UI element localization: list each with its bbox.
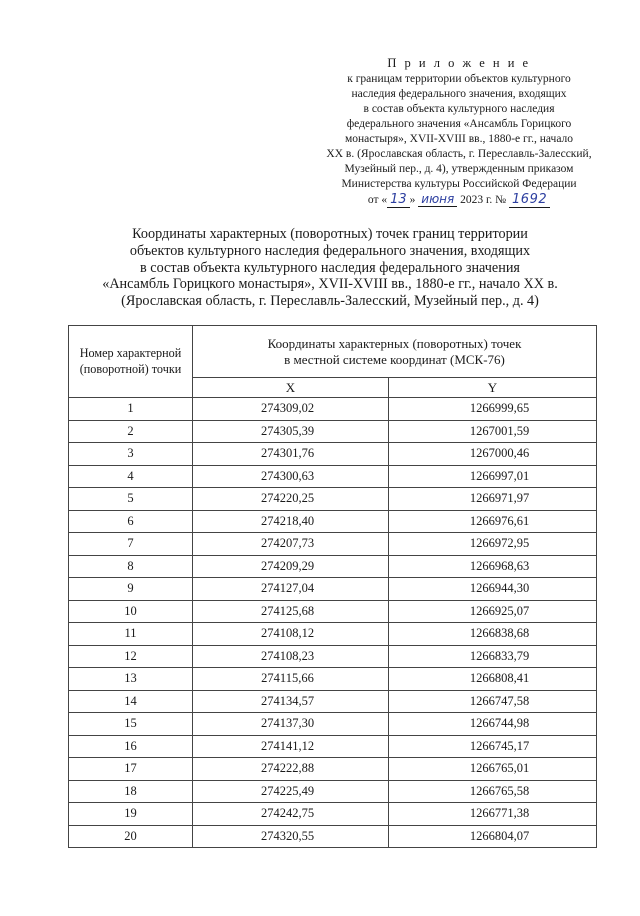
- appendix-line: Министерства культуры Российской Федерации: [341, 178, 577, 190]
- table-row: [69, 645, 597, 668]
- appendix-line: в состав объекта культурного наследия: [363, 103, 555, 115]
- x-coordinate-cell: 274209,29: [193, 555, 389, 578]
- appendix-line: Музейный пер., д. 4), утвержденным приказом: [344, 163, 574, 175]
- point-number-cell: 13: [69, 668, 193, 691]
- point-number-cell: 9: [69, 578, 193, 601]
- header-coordinates-line2: в местной системе координат (МСК-76): [284, 351, 505, 367]
- x-coordinate-cell: 274108,12: [193, 623, 389, 646]
- x-coordinate-cell: 274300,63: [193, 465, 389, 488]
- order-prefix: от «: [367, 194, 388, 206]
- point-number-cell: 10: [69, 600, 193, 623]
- y-coordinate-cell: 1266972,95: [389, 533, 597, 556]
- y-coordinate-cell: 1266771,38: [389, 803, 597, 826]
- point-number-cell: 6: [69, 510, 193, 533]
- y-coordinate-cell: 1266804,07: [389, 825, 597, 848]
- table-row: [69, 623, 597, 646]
- y-coordinate-cell: 1266968,63: [389, 555, 597, 578]
- y-coordinate-cell: 1266747,58: [389, 690, 597, 713]
- table-row: [69, 510, 597, 533]
- point-number-cell: 1: [69, 398, 193, 421]
- x-coordinate-cell: 274301,76: [193, 443, 389, 466]
- point-number-cell: 14: [69, 690, 193, 713]
- table-row: [69, 578, 597, 601]
- order-number-handwritten: 1692: [509, 192, 550, 208]
- title-line: объектов культурного наследия федерального значения, входящих: [129, 242, 531, 259]
- table-row: [69, 690, 597, 713]
- appendix-block: [300, 56, 618, 208]
- table-row: [69, 758, 597, 781]
- x-coordinate-cell: 274127,04: [193, 578, 389, 601]
- appendix-line: к границам территории объектов культурного: [347, 73, 571, 85]
- y-coordinate-cell: 1266997,01: [389, 465, 597, 488]
- point-number-cell: 17: [69, 758, 193, 781]
- x-coordinate-cell: 274137,30: [193, 713, 389, 736]
- x-coordinate-cell: 274225,49: [193, 780, 389, 803]
- x-coordinate-cell: 274220,25: [193, 488, 389, 511]
- title-line: «Ансамбль Горицкого монастыря», XVII-XVIII вв., 1880-е гг., начало XX в.: [102, 276, 558, 293]
- y-coordinate-cell: 1266808,41: [389, 668, 597, 691]
- x-coordinate-cell: 274141,12: [193, 735, 389, 758]
- point-number-cell: 3: [69, 443, 193, 466]
- point-number-cell: 12: [69, 645, 193, 668]
- y-coordinate-cell: 1266971,97: [389, 488, 597, 511]
- y-coordinate-cell: 1266744,98: [389, 713, 597, 736]
- point-number-cell: 16: [69, 735, 193, 758]
- order-date-line: [300, 192, 618, 208]
- header-x: X: [193, 378, 389, 398]
- header-y: Y: [389, 378, 597, 398]
- x-coordinate-cell: 274242,75: [193, 803, 389, 826]
- appendix-line: монастыря», XVII-XVIII вв., 1880-е гг., начало: [344, 133, 574, 145]
- point-number-cell: 18: [69, 780, 193, 803]
- appendix-line: федерального значения «Ансамбль Горицкого: [346, 118, 572, 130]
- appendix-line: XX в. (Ярославская область, г. Переславль-Залесский,: [326, 148, 592, 160]
- y-coordinate-cell: 1266999,65: [389, 398, 597, 421]
- table-row: [69, 803, 597, 826]
- header-coordinates: [193, 326, 597, 378]
- y-coordinate-cell: 1266765,58: [389, 780, 597, 803]
- point-number-cell: 19: [69, 803, 193, 826]
- point-number-cell: 2: [69, 420, 193, 443]
- y-coordinate-cell: 1266833,79: [389, 645, 597, 668]
- x-coordinate-cell: 274320,55: [193, 825, 389, 848]
- order-year: 2023 г. №: [457, 194, 510, 206]
- order-mid: »: [409, 194, 419, 206]
- title-line: (Ярославская область, г. Переславль-Залесский, Музейный пер., д. 4): [121, 293, 539, 310]
- title-line: в состав объекта культурного наследия федерального значения: [140, 259, 520, 276]
- table-row: [69, 420, 597, 443]
- table-row: [69, 780, 597, 803]
- x-coordinate-cell: 274222,88: [193, 758, 389, 781]
- point-number-cell: 20: [69, 825, 193, 848]
- table-row: [69, 443, 597, 466]
- y-coordinate-cell: 1266976,61: [389, 510, 597, 533]
- y-coordinate-cell: 1266838,68: [389, 623, 597, 646]
- table-row: [69, 825, 597, 848]
- x-coordinate-cell: 274207,73: [193, 533, 389, 556]
- x-coordinate-cell: 274309,02: [193, 398, 389, 421]
- table-row: [69, 600, 597, 623]
- y-coordinate-cell: 1266745,17: [389, 735, 597, 758]
- table-row: [69, 735, 597, 758]
- table-row: [69, 488, 597, 511]
- x-coordinate-cell: 274108,23: [193, 645, 389, 668]
- order-day-handwritten: 13: [387, 192, 410, 208]
- header-point-number: Номер характерной (поворотной) точки: [69, 326, 193, 398]
- order-month-handwritten: июня: [418, 192, 457, 207]
- x-coordinate-cell: 274134,57: [193, 690, 389, 713]
- y-coordinate-cell: 1267000,46: [389, 443, 597, 466]
- point-number-cell: 7: [69, 533, 193, 556]
- coordinates-table: [68, 325, 597, 848]
- table-row: [69, 533, 597, 556]
- x-coordinate-cell: 274305,39: [193, 420, 389, 443]
- point-number-cell: 4: [69, 465, 193, 488]
- y-coordinate-cell: 1266944,30: [389, 578, 597, 601]
- table-row: [69, 398, 597, 421]
- point-number-cell: 5: [69, 488, 193, 511]
- x-coordinate-cell: 274115,66: [193, 668, 389, 691]
- appendix-heading: П р и л о ж е н и е: [387, 56, 531, 70]
- point-number-cell: 8: [69, 555, 193, 578]
- table-row: [69, 668, 597, 691]
- y-coordinate-cell: 1266925,07: [389, 600, 597, 623]
- point-number-cell: 11: [69, 623, 193, 646]
- title-line: Координаты характерных (поворотных) точек границ территории: [132, 226, 528, 242]
- header-coordinates-line1: Координаты характерных (поворотных) точек: [267, 335, 522, 351]
- x-coordinate-cell: 274218,40: [193, 510, 389, 533]
- point-number-cell: 15: [69, 713, 193, 736]
- table-row: [69, 465, 597, 488]
- y-coordinate-cell: 1266765,01: [389, 758, 597, 781]
- table-row: [69, 555, 597, 578]
- document-title: [60, 226, 600, 310]
- y-coordinate-cell: 1267001,59: [389, 420, 597, 443]
- appendix-line: наследия федерального значения, входящих: [351, 88, 567, 100]
- x-coordinate-cell: 274125,68: [193, 600, 389, 623]
- table-row: [69, 713, 597, 736]
